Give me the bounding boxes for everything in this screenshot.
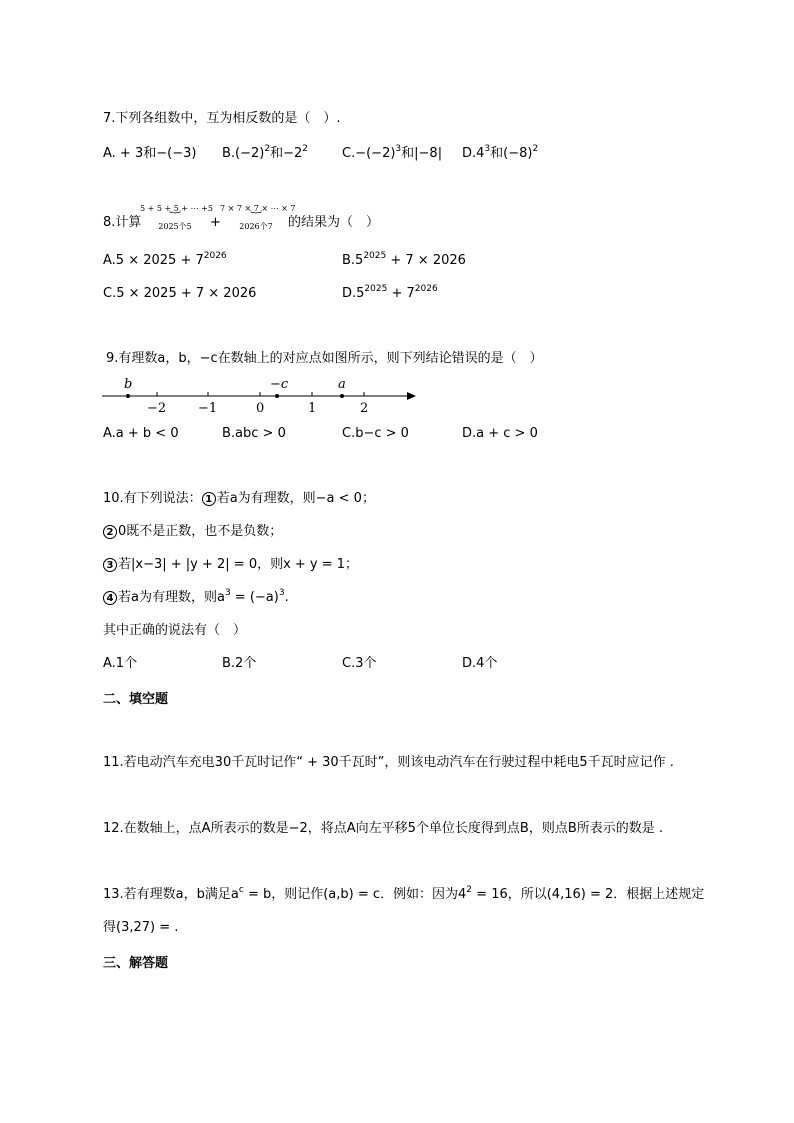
- section-solve-title: 三、解答题: [103, 956, 169, 971]
- q8-plus: +: [210, 215, 221, 230]
- q8-stem-suffix: 的结果为（ ）: [288, 215, 380, 230]
- q12-text: 12.在数轴上，点A所表示的数是−2，将点A向左平移5个单位长度得到点B，则点B所表示的数是 .: [103, 821, 663, 836]
- circled-3-icon: 3: [103, 558, 117, 572]
- q7-option-b: $B.(-2)^2$和$-2^2$: [222, 143, 308, 161]
- q10-option-a: A.1个: [103, 656, 138, 671]
- number-line: [100, 372, 420, 414]
- axis-ticks: [157, 392, 364, 396]
- point-b: [126, 394, 130, 398]
- q13-line1: 13.若有理数a，b满足$a^c = b$，则记作(a,b) = c．例如：因为$4^2 = 16$，所以(4,16) = 2．根据上述规定: [103, 884, 705, 902]
- tick-label-1: 1: [308, 401, 317, 414]
- q10-option-d: D.4个: [462, 656, 498, 671]
- q8-stem-prefix: 8.计算: [103, 215, 142, 230]
- q7-stem: 7.下列各组数中，互为相反数的是（ ）.: [103, 111, 341, 126]
- q10-line1: 10.有下列说法： 1 若a为有理数，则−a < 0；: [103, 491, 375, 506]
- underbrace-icon: ︸: [169, 210, 181, 223]
- q8-option-c: C.5 × 2025 + 7 × 2026: [103, 286, 257, 301]
- underbrace-icon: ︸: [250, 210, 262, 223]
- q10-line2: 2 0既不是正数，也不是负数；: [103, 523, 282, 541]
- circled-1-icon: 1: [202, 492, 216, 506]
- axis-arrow-icon: [407, 392, 416, 400]
- q11-text: 11.若电动汽车充电30千瓦时记作“ + 30千瓦时”，则该电动汽车在行驶过程中耗电5千瓦时应记作 .: [103, 755, 674, 770]
- point-a: [340, 394, 344, 398]
- q13-line2: 得(3,27) = .: [103, 920, 179, 935]
- tick-label-2: 2: [360, 401, 369, 414]
- q9-option-b: B.abc > 0: [222, 426, 286, 441]
- q9-option-d: D.a + c > 0: [462, 426, 538, 441]
- point-label-neg-c: −c: [270, 377, 289, 392]
- q7-option-c: $C.-(-2)^3$和|−8|: [342, 143, 443, 161]
- tick-label-neg2: −2: [147, 401, 167, 414]
- q8-brace-sum: 5 + 5 + 5 + ⋯ +5 ︸ 2025个5: [140, 204, 213, 231]
- q7-option-d: $D.4^3$和$(-8)^2$: [462, 143, 539, 161]
- tick-label-0: 0: [256, 401, 265, 414]
- q10-option-c: C.3个: [342, 656, 377, 671]
- q9-stem: 9.有理数a，b，−c在数轴上的对应点如图所示，则下列结论错误的是（ ）: [106, 351, 543, 366]
- point-neg-c: [275, 394, 279, 398]
- q10-option-b: B.2个: [222, 656, 257, 671]
- q9-option-c: C.b−c > 0: [342, 426, 409, 441]
- q8-brace-product: 7 × 7 × 7 × ⋯ × 7 ︸ 2026个7: [220, 204, 296, 231]
- q10-conclusion: 其中正确的说法有（ ）: [103, 623, 247, 638]
- tick-label-neg1: −1: [198, 401, 218, 414]
- circled-2-icon: 2: [103, 525, 117, 539]
- circled-4-icon: 4: [103, 591, 117, 605]
- q8-option-a: $A.5 \times 2025 + 7^{2026}$: [103, 250, 227, 268]
- q7-option-a: A. + 3和−(−3): [103, 146, 197, 161]
- q10-line3: 3 若|x−3| + |y + 2| = 0，则x + y = 1；: [103, 556, 358, 574]
- q8-option-b: $B.5^{2025} + 7 \times 2026$: [342, 250, 466, 268]
- point-label-b: b: [124, 377, 133, 392]
- q8-option-d: $D.5^{2025} + 7^{2026}$: [342, 283, 438, 301]
- section-fill-in-title: 二、填空题: [103, 692, 169, 707]
- q10-line4: 4 若a为有理数，则$a^3 = (-a)^3$.: [103, 589, 289, 607]
- q9-option-a: A.a + b < 0: [103, 426, 179, 441]
- point-label-a: a: [338, 377, 346, 392]
